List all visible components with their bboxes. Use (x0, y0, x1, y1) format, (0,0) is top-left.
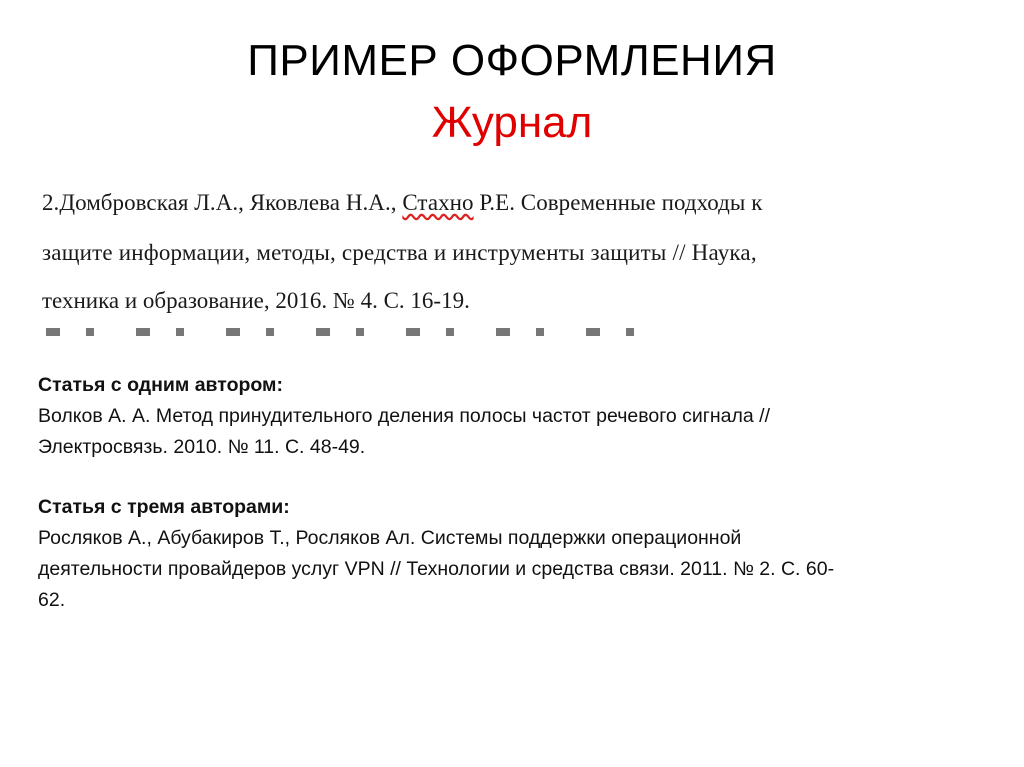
example-reference-line: деятельности провайдеров услуг VPN // Технологии и средства связи. 2011. № 2. С. 60- (38, 558, 835, 580)
example-reference-line: Росляков А., Абубакиров Т., Росляков Ал. Системы поддержки операционной (38, 527, 742, 549)
example-heading: Статья с тремя авторами: (38, 496, 290, 518)
examples-section (38, 370, 998, 645)
example-three-authors (38, 492, 998, 616)
scanned-line-1-end: Р.Е. Современные подходы к (473, 190, 763, 215)
scanned-line-1 (42, 190, 762, 216)
scanned-line-3: техника и образование, 2016. № 4. С. 16-19. (42, 288, 470, 313)
cropped-next-line (46, 328, 646, 336)
scanned-line-1-start: 2.Домбровская Л.А., Яковлева Н.А., (42, 190, 403, 215)
example-reference-line: 62. (38, 589, 66, 611)
example-single-author (38, 370, 998, 463)
title-subtitle: Журнал (431, 98, 593, 147)
title-main: ПРИМЕР ОФОРМЛЕНИЯ (247, 36, 777, 85)
scanned-line-2: защите информации, методы, средства и инструменты защиты // Наука, (42, 240, 757, 265)
scanned-reference-image (40, 178, 940, 336)
example-reference-line: Электросвязь. 2010. № 11. С. 48-49. (38, 436, 366, 458)
slide-title (0, 30, 1024, 154)
example-reference-line: Волков А. А. Метод принудительного деления полосы частот речевого сигнала // (38, 405, 770, 427)
example-heading: Статья с одним автором: (38, 374, 283, 396)
spellcheck-marked-word: Стахно (402, 190, 474, 215)
